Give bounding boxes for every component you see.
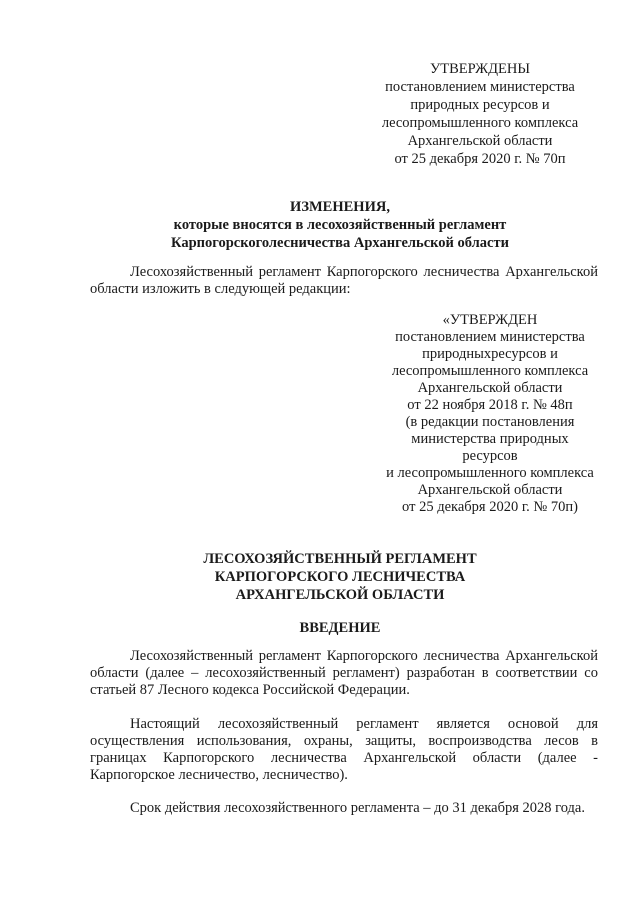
- approval-header-line: УТВЕРЖДЕНЫ: [429, 61, 531, 77]
- approval-block-line: (в редакции постановления: [405, 414, 575, 430]
- approval-header-line: лесопромышленного комплекса: [381, 115, 579, 131]
- approval-block-line: от 22 ноября 2018 г. № 48п: [407, 397, 573, 413]
- paragraph-developed: Лесохозяйственный регламент Карпогорского лесничества Архангельской области (далее – лесохозяйственный регламент) разработан в соответствии со статьей 87 Лесного кодекса Российской Федерации.: [90, 648, 598, 698]
- approval-header-line: от 25 декабря 2020 г. № 70п: [394, 151, 566, 167]
- paragraph-validity: Срок действия лесохозяйственного регламента – до 31 декабря 2028 года.: [130, 800, 585, 816]
- regulation-title-line: ЛЕСОХОЗЯЙСТВЕННЫЙ РЕГЛАМЕНТ: [203, 551, 477, 567]
- paragraph-restate: Лесохозяйственный регламент Карпогорского лесничества Архангельской области изложить в следующей редакции:: [90, 264, 598, 297]
- approval-header-line: Архангельской области: [407, 133, 553, 149]
- changes-heading-line: которые вносятся в лесохозяйственный регламент: [173, 217, 507, 233]
- approval-header-line: природных ресурсов и: [410, 97, 550, 113]
- paragraph-basis: Настоящий лесохозяйственный регламент является основой для осуществления использования, охраны, защиты, воспроизводства лесов в границах Карпогорского лесничества Архангельской области (далее - Карпогорское лесничество, лесничество).: [90, 716, 598, 783]
- approval-block-line: Архангельской области: [417, 380, 563, 396]
- approval-block-line: от 25 декабря 2020 г. № 70п): [402, 499, 578, 515]
- changes-heading-line: ИЗМЕНЕНИЯ,: [290, 199, 390, 215]
- approval-block-line: и лесопромышленного комплекса: [386, 465, 594, 481]
- approval-block-regulation: [370, 312, 610, 516]
- approval-block-line: министерства природных: [411, 431, 569, 447]
- regulation-title-line: АРХАНГЕЛЬСКОЙ ОБЛАСТИ: [235, 587, 445, 603]
- approval-block-line: ресурсов: [462, 448, 518, 464]
- approval-block-line: природныхресурсов и: [422, 346, 558, 362]
- changes-heading-line: Карпогорскоголесничества Архангельской области: [171, 235, 509, 251]
- regulation-title: [90, 550, 590, 604]
- approval-header-line: постановлением министерства: [385, 79, 575, 95]
- approval-stamp-header: [360, 60, 600, 168]
- approval-block-line: лесопромышленного комплекса: [391, 363, 589, 379]
- approval-block-line: постановлением министерства: [395, 329, 585, 345]
- approval-block-line: «УТВЕРЖДЕН: [442, 312, 538, 328]
- introduction-heading: ВВЕДЕНИЕ: [299, 620, 381, 636]
- approval-block-line: Архангельской области: [417, 482, 563, 498]
- changes-heading: [90, 198, 590, 252]
- regulation-title-line: КАРПОГОРСКОГО ЛЕСНИЧЕСТВА: [214, 569, 466, 585]
